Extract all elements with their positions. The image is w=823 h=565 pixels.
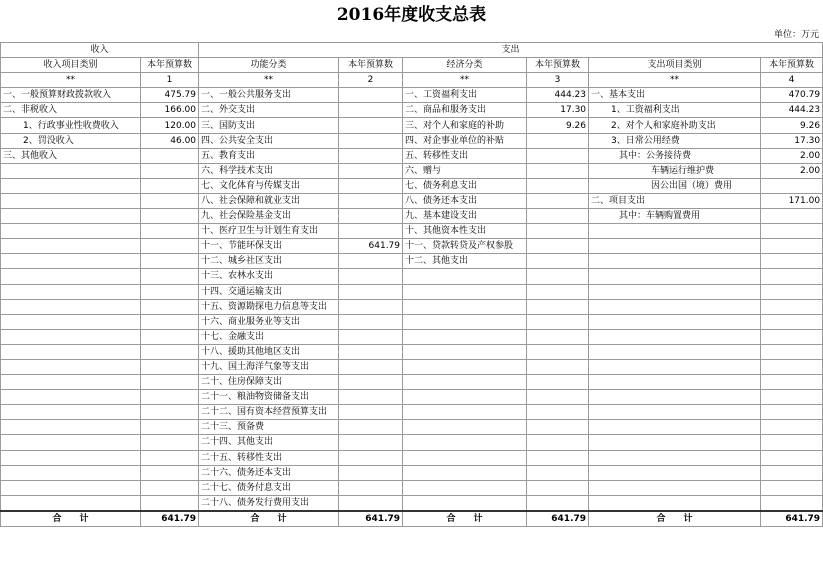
col-number[interactable]: 4 [761, 73, 823, 88]
econ-budget-cell[interactable] [527, 254, 589, 269]
economic-class-cell[interactable]: 十一、贷款转贷及产权参股 [403, 239, 527, 254]
func-budget-cell[interactable] [339, 209, 403, 224]
income-budget-cell[interactable] [141, 178, 199, 193]
income-category-cell[interactable] [1, 390, 141, 405]
economic-class-cell[interactable] [403, 314, 527, 329]
economic-class-cell[interactable]: 三、对个人和家庭的补助 [403, 118, 527, 133]
economic-class-cell[interactable] [403, 329, 527, 344]
exp-budget-cell[interactable] [761, 420, 823, 435]
income-budget-cell[interactable] [141, 465, 199, 480]
economic-class-cell[interactable] [403, 405, 527, 420]
economic-class-cell[interactable] [403, 495, 527, 511]
col-income-budget[interactable]: 本年预算数 [141, 58, 199, 73]
expense-category-cell[interactable] [589, 284, 761, 299]
income-category-cell[interactable] [1, 299, 141, 314]
economic-class-cell[interactable]: 五、转移性支出 [403, 148, 527, 163]
exp-budget-cell[interactable] [761, 359, 823, 374]
econ-budget-cell[interactable] [527, 420, 589, 435]
expense-category-cell[interactable] [589, 344, 761, 359]
economic-class-cell[interactable] [403, 480, 527, 495]
economic-class-cell[interactable] [403, 375, 527, 390]
income-category-cell[interactable] [1, 375, 141, 390]
expense-category-cell[interactable] [589, 450, 761, 465]
table-row [1, 420, 823, 435]
econ-budget-cell[interactable]: 17.30 [527, 103, 589, 118]
stars-cell[interactable]: ** [403, 73, 527, 88]
econ-budget-cell[interactable] [527, 314, 589, 329]
func-budget-cell[interactable] [339, 390, 403, 405]
table-row [1, 314, 823, 329]
econ-budget-cell[interactable] [527, 299, 589, 314]
econ-budget-cell[interactable] [527, 375, 589, 390]
functional-class-cell[interactable]: 二十四、其他支出 [199, 435, 339, 450]
expense-category-cell[interactable] [589, 465, 761, 480]
income-budget-cell[interactable] [141, 375, 199, 390]
income-budget-cell[interactable] [141, 435, 199, 450]
table-row [1, 359, 823, 374]
expense-category-cell[interactable] [589, 254, 761, 269]
func-budget-cell[interactable] [339, 299, 403, 314]
econ-budget-cell[interactable] [527, 133, 589, 148]
table-row [1, 118, 823, 133]
table-row [1, 284, 823, 299]
econ-budget-cell[interactable] [527, 284, 589, 299]
table-row [1, 224, 823, 239]
func-budget-cell[interactable] [339, 329, 403, 344]
econ-budget-cell[interactable] [527, 390, 589, 405]
income-budget-cell[interactable] [141, 209, 199, 224]
functional-class-cell[interactable]: 二十八、债务发行费用支出 [199, 495, 339, 511]
income-category-cell[interactable] [1, 435, 141, 450]
income-category-cell[interactable] [1, 284, 141, 299]
exp-budget-cell[interactable] [761, 314, 823, 329]
expense-category-cell[interactable] [589, 495, 761, 511]
func-budget-cell[interactable] [339, 254, 403, 269]
func-budget-cell[interactable] [339, 359, 403, 374]
income-budget-cell[interactable] [141, 239, 199, 254]
expense-category-cell[interactable] [589, 239, 761, 254]
table-row [1, 329, 823, 344]
functional-class-cell[interactable]: 十二、城乡社区支出 [199, 254, 339, 269]
exp-budget-cell[interactable]: 470.79 [761, 88, 823, 103]
col-functional-class[interactable]: 功能分类 [199, 58, 339, 73]
functional-class-cell[interactable]: 十五、资源勘探电力信息等支出 [199, 299, 339, 314]
expense-category-cell[interactable]: 因公出国（境）费用 [589, 178, 761, 193]
stars-cell[interactable]: ** [199, 73, 339, 88]
economic-class-cell[interactable]: 九、基本建设支出 [403, 209, 527, 224]
expense-category-cell[interactable]: 车辆运行维护费 [589, 163, 761, 178]
expense-category-cell[interactable]: 3、日常公用经费 [589, 133, 761, 148]
exp-budget-cell[interactable] [761, 375, 823, 390]
functional-class-cell[interactable]: 二十三、预备费 [199, 420, 339, 435]
income-budget-cell[interactable] [141, 148, 199, 163]
expense-category-cell[interactable]: 二、项目支出 [589, 193, 761, 208]
expense-category-cell[interactable] [589, 329, 761, 344]
func-budget-cell[interactable] [339, 193, 403, 208]
exp-budget-cell[interactable]: 444.23 [761, 103, 823, 118]
economic-class-cell[interactable]: 七、债务利息支出 [403, 178, 527, 193]
sheet-title: 2016年度收支总表 [336, 5, 487, 25]
income-budget-cell[interactable] [141, 284, 199, 299]
income-category-cell[interactable]: 三、其他收入 [1, 148, 141, 163]
func-budget-cell[interactable] [339, 163, 403, 178]
econ-budget-cell[interactable] [527, 224, 589, 239]
income-budget-cell[interactable]: 475.79 [141, 88, 199, 103]
income-budget-cell[interactable] [141, 405, 199, 420]
income-category-cell[interactable] [1, 329, 141, 344]
income-category-cell[interactable] [1, 178, 141, 193]
exp-budget-cell[interactable] [761, 465, 823, 480]
functional-class-cell[interactable]: 二十五、转移性支出 [199, 450, 339, 465]
exp-budget-cell[interactable] [761, 239, 823, 254]
income-budget-cell[interactable] [141, 163, 199, 178]
exp-budget-cell[interactable]: 171.00 [761, 193, 823, 208]
col-expense-category[interactable]: 支出项目类别 [589, 58, 761, 73]
income-budget-cell[interactable] [141, 329, 199, 344]
functional-class-cell[interactable]: 九、社会保险基金支出 [199, 209, 339, 224]
econ-budget-cell[interactable] [527, 148, 589, 163]
func-budget-cell[interactable] [339, 269, 403, 284]
exp-budget-cell[interactable] [761, 209, 823, 224]
func-budget-cell[interactable] [339, 344, 403, 359]
table-row [1, 103, 823, 118]
econ-budget-cell[interactable] [527, 209, 589, 224]
functional-class-cell[interactable]: 二十、住房保障支出 [199, 375, 339, 390]
col-exp-budget[interactable]: 本年预算数 [761, 58, 823, 73]
func-budget-cell[interactable] [339, 450, 403, 465]
expense-category-cell[interactable] [589, 390, 761, 405]
expense-category-cell[interactable]: 2、对个人和家庭补助支出 [589, 118, 761, 133]
table-row [1, 344, 823, 359]
table-row [1, 450, 823, 465]
func-budget-cell[interactable] [339, 435, 403, 450]
income-budget-cell[interactable] [141, 193, 199, 208]
income-budget-cell[interactable] [141, 254, 199, 269]
func-budget-cell[interactable] [339, 284, 403, 299]
income-budget-cell[interactable] [141, 269, 199, 284]
income-category-cell[interactable] [1, 209, 141, 224]
functional-class-cell[interactable]: 十四、交通运输支出 [199, 284, 339, 299]
income-category-cell[interactable] [1, 314, 141, 329]
table-row [1, 88, 823, 103]
income-budget-cell[interactable]: 46.00 [141, 133, 199, 148]
econ-budget-cell[interactable] [527, 193, 589, 208]
income-category-cell[interactable] [1, 269, 141, 284]
income-category-cell[interactable] [1, 344, 141, 359]
economic-class-cell[interactable] [403, 359, 527, 374]
func-budget-cell[interactable] [339, 103, 403, 118]
table-row [1, 254, 823, 269]
expense-category-cell[interactable] [589, 435, 761, 450]
econ-budget-cell[interactable] [527, 465, 589, 480]
exp-budget-cell[interactable] [761, 344, 823, 359]
col-income-category[interactable]: 收入项目类别 [1, 58, 141, 73]
econ-budget-cell[interactable] [527, 329, 589, 344]
expense-category-cell[interactable] [589, 405, 761, 420]
income-category-cell[interactable] [1, 224, 141, 239]
col-econ-budget[interactable]: 本年预算数 [527, 58, 589, 73]
table-row [1, 465, 823, 480]
econ-budget-cell[interactable] [527, 435, 589, 450]
exp-budget-cell[interactable] [761, 480, 823, 495]
income-category-cell[interactable]: 1、行政事业性收费收入 [1, 118, 141, 133]
econ-budget-cell[interactable] [527, 239, 589, 254]
income-category-cell[interactable]: 二、非税收入 [1, 103, 141, 118]
income-budget-cell[interactable] [141, 450, 199, 465]
expense-category-cell[interactable] [589, 224, 761, 239]
income-category-cell[interactable] [1, 193, 141, 208]
functional-class-cell[interactable]: 八、社会保障和就业支出 [199, 193, 339, 208]
functional-class-cell[interactable]: 三、国防支出 [199, 118, 339, 133]
col-number[interactable]: 1 [141, 73, 199, 88]
stars-cell[interactable]: ** [589, 73, 761, 88]
table-row [1, 148, 823, 163]
econ-total[interactable]: 641.79 [527, 511, 589, 527]
economic-class-cell[interactable] [403, 450, 527, 465]
func-budget-cell[interactable] [339, 314, 403, 329]
income-category-cell[interactable] [1, 359, 141, 374]
income-budget-cell[interactable] [141, 420, 199, 435]
budget-summary-table [0, 42, 823, 527]
func-budget-cell[interactable] [339, 224, 403, 239]
expense-category-cell[interactable] [589, 314, 761, 329]
exp-budget-cell[interactable]: 2.00 [761, 163, 823, 178]
income-category-cell[interactable]: 一、一般预算财政拨款收入 [1, 88, 141, 103]
functional-class-cell[interactable]: 一、一般公共服务支出 [199, 88, 339, 103]
econ-budget-cell[interactable] [527, 495, 589, 511]
functional-class-cell[interactable]: 十、医疗卫生与计划生育支出 [199, 224, 339, 239]
exp-budget-cell[interactable] [761, 269, 823, 284]
functional-class-cell[interactable]: 二、外交支出 [199, 103, 339, 118]
exp-budget-cell[interactable] [761, 390, 823, 405]
income-budget-cell[interactable] [141, 480, 199, 495]
economic-class-cell[interactable]: 六、赠与 [403, 163, 527, 178]
total-label[interactable]: 合 计 [199, 511, 339, 527]
func-total[interactable]: 641.79 [339, 511, 403, 527]
exp-budget-cell[interactable] [761, 254, 823, 269]
economic-class-cell[interactable] [403, 390, 527, 405]
table-row [1, 495, 823, 511]
func-budget-cell[interactable]: 641.79 [339, 239, 403, 254]
table-row [1, 239, 823, 254]
func-budget-cell[interactable] [339, 133, 403, 148]
exp-budget-cell[interactable]: 17.30 [761, 133, 823, 148]
unit-label: 单位：万元 [773, 30, 819, 40]
func-budget-cell[interactable] [339, 88, 403, 103]
func-budget-cell[interactable] [339, 118, 403, 133]
table-row [1, 435, 823, 450]
economic-class-cell[interactable]: 二、商品和服务支出 [403, 103, 527, 118]
economic-class-cell[interactable] [403, 299, 527, 314]
table-row [1, 269, 823, 284]
func-budget-cell[interactable] [339, 465, 403, 480]
stars-cell[interactable]: ** [1, 73, 141, 88]
economic-class-cell[interactable]: 四、对企事业单位的补贴 [403, 133, 527, 148]
functional-class-cell[interactable]: 十八、援助其他地区支出 [199, 344, 339, 359]
total-label[interactable]: 合 计 [589, 511, 761, 527]
exp-total[interactable]: 641.79 [761, 511, 823, 527]
exp-budget-cell[interactable] [761, 329, 823, 344]
economic-class-cell[interactable] [403, 284, 527, 299]
income-category-cell[interactable] [1, 254, 141, 269]
income-budget-cell[interactable] [141, 359, 199, 374]
functional-class-cell[interactable]: 十三、农林水支出 [199, 269, 339, 284]
table-row [1, 193, 823, 208]
income-budget-cell[interactable] [141, 224, 199, 239]
exp-budget-cell[interactable] [761, 495, 823, 511]
total-label[interactable]: 合 计 [403, 511, 527, 527]
expense-category-cell[interactable]: 1、工资福利支出 [589, 103, 761, 118]
economic-class-cell[interactable] [403, 420, 527, 435]
income-budget-cell[interactable] [141, 390, 199, 405]
economic-class-cell[interactable]: 一、工资福利支出 [403, 88, 527, 103]
func-budget-cell[interactable] [339, 375, 403, 390]
economic-class-cell[interactable]: 十、其他资本性支出 [403, 224, 527, 239]
table-row [1, 299, 823, 314]
econ-budget-cell[interactable] [527, 269, 589, 284]
total-row [1, 511, 823, 527]
economic-class-cell[interactable] [403, 344, 527, 359]
functional-class-cell[interactable]: 六、科学技术支出 [199, 163, 339, 178]
functional-class-cell[interactable]: 二十一、粮油物资储备支出 [199, 390, 339, 405]
expense-category-cell[interactable] [589, 299, 761, 314]
exp-budget-cell[interactable] [761, 450, 823, 465]
expense-category-cell[interactable]: 其中：车辆购置费用 [589, 209, 761, 224]
income-category-cell[interactable] [1, 163, 141, 178]
col-func-budget[interactable]: 本年预算数 [339, 58, 403, 73]
table-row [1, 390, 823, 405]
income-category-cell[interactable] [1, 465, 141, 480]
econ-budget-cell[interactable]: 444.23 [527, 88, 589, 103]
func-budget-cell[interactable] [339, 420, 403, 435]
functional-class-cell[interactable]: 十九、国土海洋气象等支出 [199, 359, 339, 374]
exp-budget-cell[interactable] [761, 435, 823, 450]
functional-class-cell[interactable]: 四、公共安全支出 [199, 133, 339, 148]
functional-class-cell[interactable]: 十七、金融支出 [199, 329, 339, 344]
exp-budget-cell[interactable] [761, 299, 823, 314]
functional-class-cell[interactable]: 十一、节能环保支出 [199, 239, 339, 254]
func-budget-cell[interactable] [339, 405, 403, 420]
economic-class-cell[interactable] [403, 465, 527, 480]
functional-class-cell[interactable]: 二十二、国有资本经营预算支出 [199, 405, 339, 420]
exp-budget-cell[interactable]: 2.00 [761, 148, 823, 163]
income-category-cell[interactable] [1, 239, 141, 254]
income-budget-cell[interactable]: 166.00 [141, 103, 199, 118]
table-row [1, 375, 823, 390]
total-label[interactable]: 合 计 [1, 511, 141, 527]
income-total[interactable]: 641.79 [141, 511, 199, 527]
income-budget-cell[interactable] [141, 314, 199, 329]
func-budget-cell[interactable] [339, 178, 403, 193]
functional-class-cell[interactable]: 十六、商业服务业等支出 [199, 314, 339, 329]
economic-class-cell[interactable] [403, 435, 527, 450]
table-row [1, 209, 823, 224]
economic-class-cell[interactable]: 十二、其他支出 [403, 254, 527, 269]
income-category-cell[interactable] [1, 450, 141, 465]
col-number[interactable]: 3 [527, 73, 589, 88]
expense-category-cell[interactable] [589, 420, 761, 435]
col-economic-class[interactable]: 经济分类 [403, 58, 527, 73]
func-budget-cell[interactable] [339, 480, 403, 495]
functional-class-cell[interactable]: 七、文化体育与传媒支出 [199, 178, 339, 193]
func-budget-cell[interactable] [339, 495, 403, 511]
expense-category-cell[interactable]: 其中：公务接待费 [589, 148, 761, 163]
income-header[interactable]: 收入 [1, 43, 199, 58]
income-category-cell[interactable]: 2、罚没收入 [1, 133, 141, 148]
econ-budget-cell[interactable]: 9.26 [527, 118, 589, 133]
income-budget-cell[interactable] [141, 299, 199, 314]
functional-class-cell[interactable]: 二十六、债务还本支出 [199, 465, 339, 480]
table-row [1, 480, 823, 495]
econ-budget-cell[interactable] [527, 480, 589, 495]
table-row [1, 133, 823, 148]
econ-budget-cell[interactable] [527, 178, 589, 193]
functional-class-cell[interactable]: 二十七、债务付息支出 [199, 480, 339, 495]
econ-budget-cell[interactable] [527, 405, 589, 420]
exp-budget-cell[interactable] [761, 224, 823, 239]
econ-budget-cell[interactable] [527, 344, 589, 359]
income-category-cell[interactable] [1, 420, 141, 435]
economic-class-cell[interactable] [403, 269, 527, 284]
exp-budget-cell[interactable] [761, 405, 823, 420]
table-row [1, 163, 823, 178]
econ-budget-cell[interactable] [527, 163, 589, 178]
table-row [1, 178, 823, 193]
income-budget-cell[interactable] [141, 495, 199, 511]
expense-category-cell[interactable]: 一、基本支出 [589, 88, 761, 103]
economic-class-cell[interactable]: 八、债务还本支出 [403, 193, 527, 208]
expense-category-cell[interactable] [589, 359, 761, 374]
col-number[interactable]: 2 [339, 73, 403, 88]
expense-category-cell[interactable] [589, 269, 761, 284]
expense-category-cell[interactable] [589, 480, 761, 495]
econ-budget-cell[interactable] [527, 359, 589, 374]
income-budget-cell[interactable]: 120.00 [141, 118, 199, 133]
income-category-cell[interactable] [1, 495, 141, 511]
income-category-cell[interactable] [1, 480, 141, 495]
func-budget-cell[interactable] [339, 148, 403, 163]
income-category-cell[interactable] [1, 405, 141, 420]
exp-budget-cell[interactable] [761, 284, 823, 299]
exp-budget-cell[interactable] [761, 178, 823, 193]
econ-budget-cell[interactable] [527, 450, 589, 465]
table-row [1, 405, 823, 420]
expense-category-cell[interactable] [589, 375, 761, 390]
income-budget-cell[interactable] [141, 344, 199, 359]
functional-class-cell[interactable]: 五、教育支出 [199, 148, 339, 163]
expense-header[interactable]: 支出 [199, 43, 823, 58]
exp-budget-cell[interactable]: 9.26 [761, 118, 823, 133]
